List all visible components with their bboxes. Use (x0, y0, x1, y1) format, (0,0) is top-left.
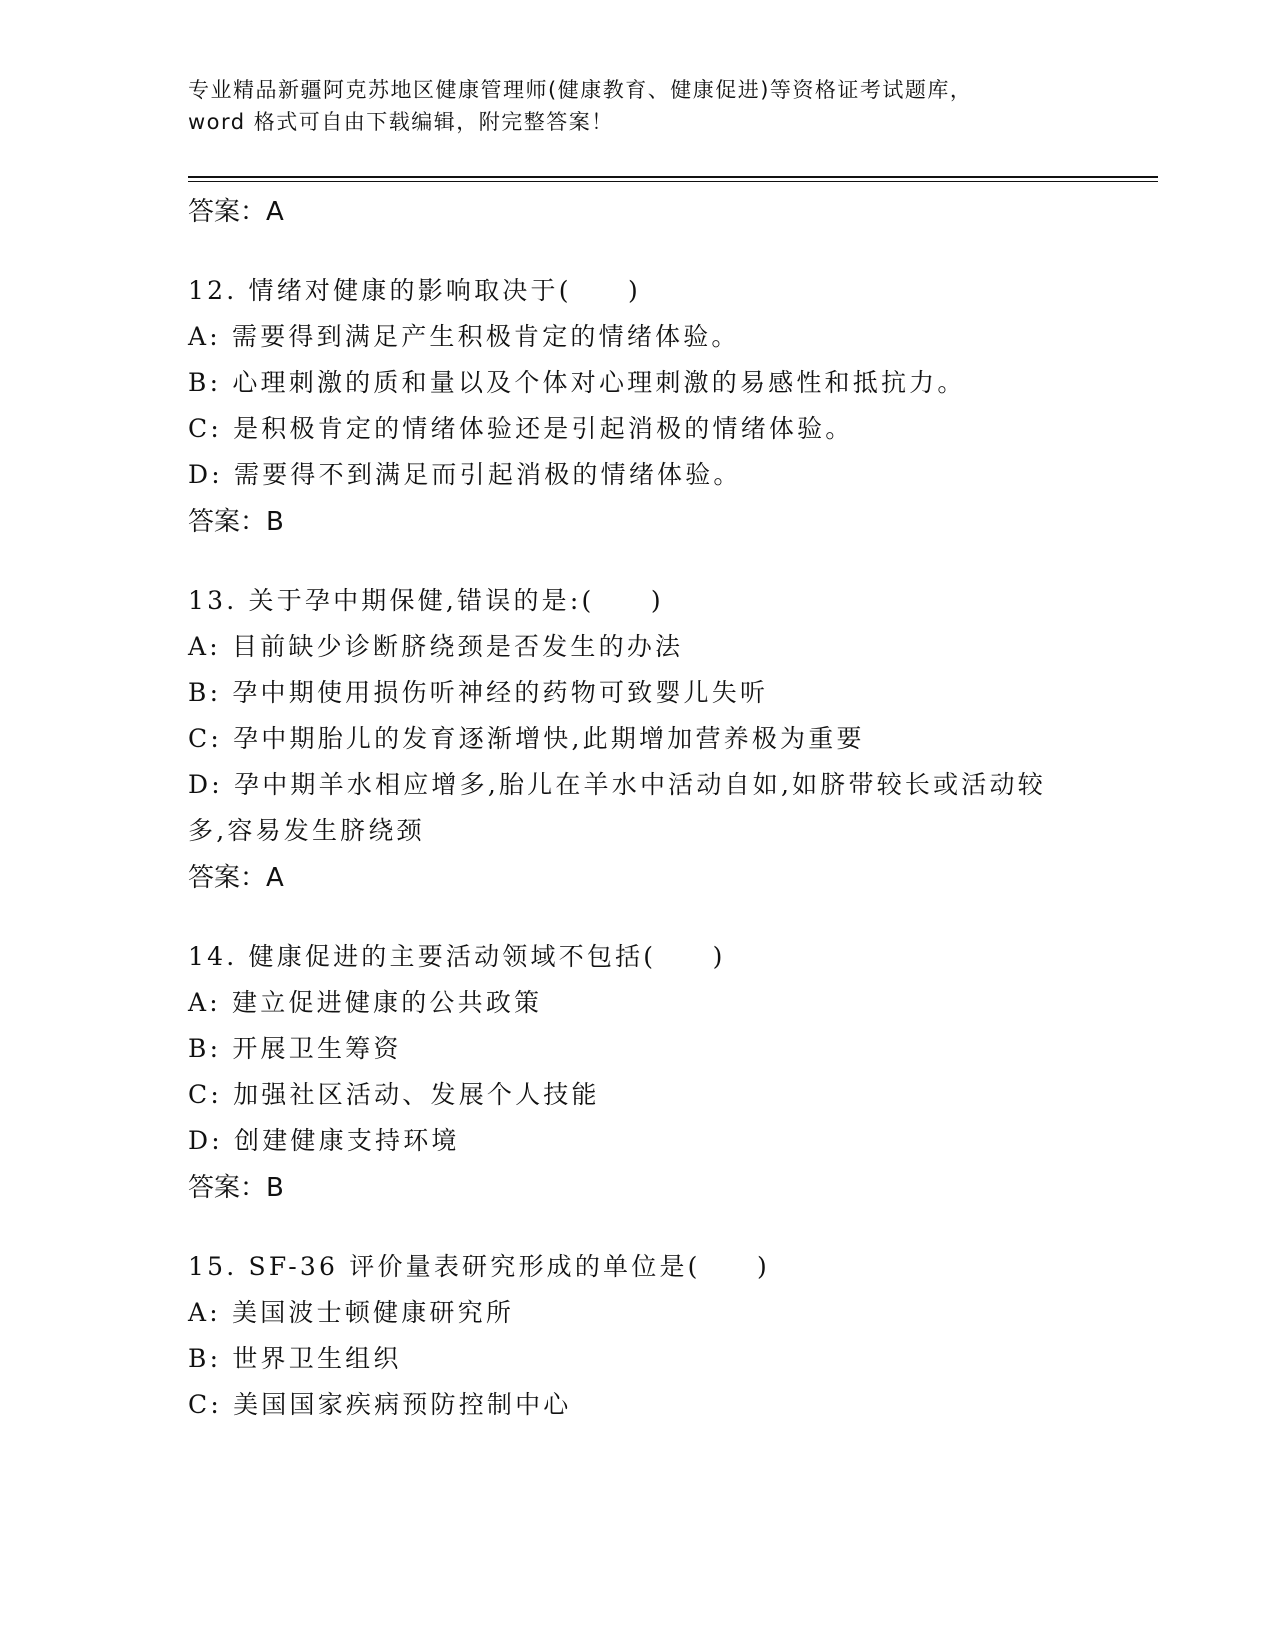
option-c: C: 孕中期胎儿的发育逐渐增快,此期增加营养极为重要 (188, 724, 865, 753)
question-stem: 14. 健康促进的主要活动领域不包括( ) (188, 942, 726, 971)
option-b: B: 心理刺激的质和量以及个体对心理刺激的易感性和抵抗力。 (188, 368, 966, 397)
option-d: D: 创建健康支持环境 (188, 1126, 460, 1155)
option-b: B: 世界卫生组织 (188, 1344, 402, 1373)
question-block (188, 1244, 1088, 1428)
question-stem: 13. 关于孕中期保健,错误的是:( ) (188, 586, 664, 615)
spacer (188, 236, 1088, 268)
question-list (188, 188, 1088, 1428)
answer-line: 答案：B (188, 1173, 284, 1203)
spacer (188, 1212, 1088, 1244)
answer-line: 答案：A (188, 863, 284, 893)
header-divider-thick (188, 176, 1158, 178)
option-b: B: 开展卫生筹资 (188, 1034, 402, 1063)
answer-line: 答案：B (188, 507, 284, 537)
option-a: A: 美国波士顿健康研究所 (188, 1298, 515, 1327)
spacer (188, 902, 1088, 934)
option-a: A: 建立促进健康的公共政策 (188, 988, 543, 1017)
question-block (188, 934, 1088, 1212)
option-d: D: 孕中期羊水相应增多,胎儿在羊水中活动自如,如脐带较长或活动较 (188, 770, 1046, 799)
document-header (188, 74, 1088, 138)
option-c: C: 是积极肯定的情绪体验还是引起消极的情绪体验。 (188, 414, 854, 443)
question-stem: 15. SF-36 评价量表研究形成的单位是( ) (188, 1252, 770, 1281)
option-d-continuation: 多,容易发生脐绕颈 (188, 816, 425, 845)
spacer (188, 546, 1088, 578)
option-c: C: 美国国家疾病预防控制中心 (188, 1390, 572, 1419)
option-a: A: 目前缺少诊断脐绕颈是否发生的办法 (188, 632, 684, 661)
option-c: C: 加强社区活动、发展个人技能 (188, 1080, 600, 1109)
answer-line: 答案：A (188, 197, 284, 227)
option-a: A: 需要得到满足产生积极肯定的情绪体验。 (188, 322, 740, 351)
header-line-1: 专业精品新疆阿克苏地区健康管理师(健康教育、健康促进)等资格证考试题库， (188, 78, 973, 102)
question-stem: 12. 情绪对健康的影响取决于( ) (188, 276, 642, 305)
question-block (188, 268, 1088, 546)
header-line-2: word 格式可自由下载编辑，附完整答案！ (188, 110, 614, 134)
option-d: D: 需要得不到满足而引起消极的情绪体验。 (188, 460, 742, 489)
header-divider-thin (188, 181, 1158, 182)
option-b: B: 孕中期使用损伤听神经的药物可致婴儿失听 (188, 678, 769, 707)
question-block (188, 578, 1088, 902)
